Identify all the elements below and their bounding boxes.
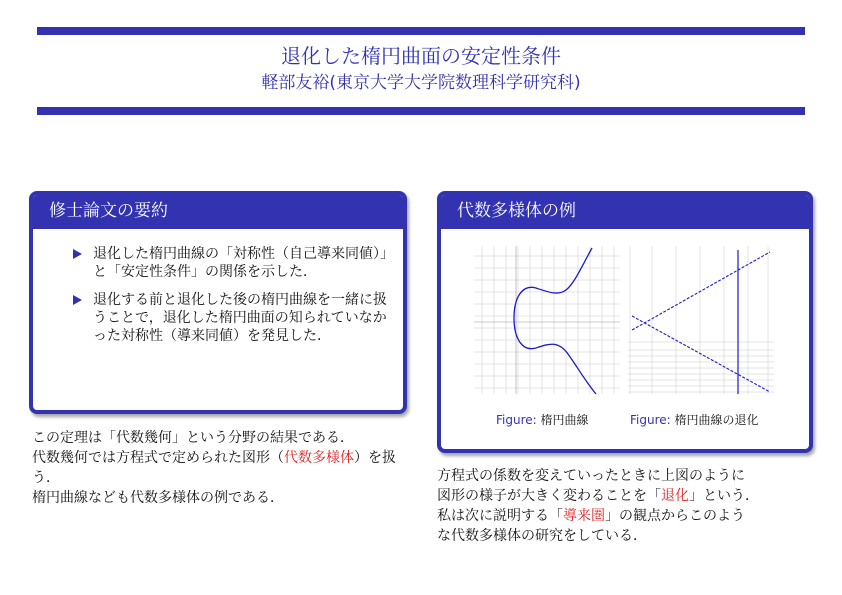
left-line-2	[32, 448, 412, 488]
right-line-3-text: 私は次に説明する「	[437, 508, 563, 524]
falling-branch	[632, 316, 770, 392]
right-line-2-tail: 」という．	[689, 488, 759, 504]
degenerate-curve-figure	[628, 246, 774, 394]
right-explanation	[437, 466, 812, 546]
figure-caption-degeneration	[630, 411, 759, 428]
example-block-title: 代数多様体の例	[441, 195, 809, 229]
elliptic-curve-figure	[474, 246, 620, 394]
right-line-4: な代数多様体の研究をしている．	[437, 528, 647, 544]
figure-label: Figure:	[496, 413, 537, 427]
summary-bullet-list	[33, 229, 403, 345]
right-line-3-tail: 」の観点からこのよう	[605, 508, 745, 524]
left-line-2-tail: ）を扱う．	[32, 450, 396, 486]
keyword-algebraic-variety: 代数多様体	[284, 450, 354, 466]
left-line-3: 楕円曲線なども代数多様体の例である．	[32, 490, 284, 506]
left-explanation	[32, 428, 412, 508]
keyword-degeneration: 退化	[661, 488, 689, 504]
caption-text: 楕円曲線	[540, 413, 589, 427]
rising-branch	[632, 252, 770, 330]
summary-bullet: 退化した楕円曲線の「対称性（自己導来同値）」と「安定性条件」の関係を示した．	[73, 245, 391, 281]
summary-block-title: 修士論文の要約	[33, 195, 403, 229]
page-title: 退化した楕円曲面の安定性条件	[281, 44, 561, 68]
keyword-derived-category: 導来圏	[563, 508, 605, 524]
header-rule-top	[37, 27, 805, 35]
summary-bullet: 退化する前と退化した後の楕円曲線を一緒に扱うことで，退化した楕円曲面の知られていなかった対称性（導来同値）を発見した．	[73, 291, 391, 345]
caption-text: 楕円曲線の退化	[674, 413, 759, 427]
header-rule-bottom	[37, 107, 805, 115]
left-line-2-text: 代数幾何では方程式で定められた図形（	[32, 450, 284, 466]
elliptic-curve	[514, 248, 596, 394]
summary-block	[29, 191, 407, 414]
right-line-2-text: 図形の様子が大きく変わることを「	[437, 488, 661, 504]
right-line-1: 方程式の係数を変えていったときに上図のように	[437, 468, 745, 484]
author-line: 軽部友裕(東京大学大学院数理科学研究科)	[261, 73, 581, 93]
grid-lines	[474, 246, 620, 394]
figure-caption-elliptic	[496, 411, 589, 428]
right-line-2	[437, 486, 812, 506]
figure-label: Figure:	[630, 413, 671, 427]
right-line-3	[437, 506, 812, 526]
left-line-1: この定理は「代数幾何」という分野の結果である．	[32, 430, 354, 446]
